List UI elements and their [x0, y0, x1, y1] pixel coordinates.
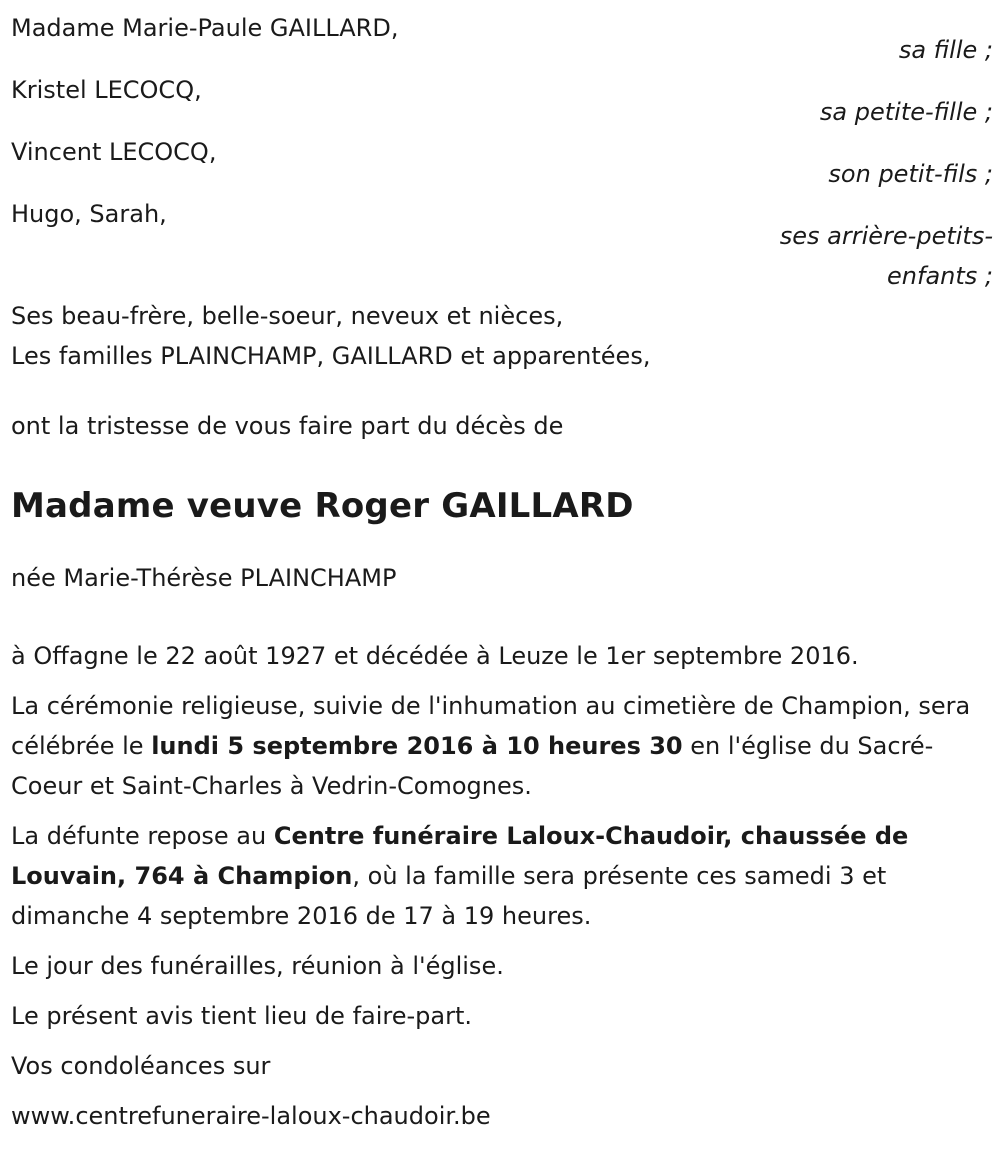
viewing-paragraph — [11, 816, 993, 936]
ceremony-text: La cérémonie religieuse, suivie de l'inhumation au cimetière de Champion, sera célébrée le — [11, 692, 971, 760]
ceremony-paragraph — [11, 686, 993, 806]
mourner-relation: sa fille ; — [898, 36, 993, 64]
mourner-relation: son petit-fils ; — [828, 160, 993, 188]
relatives-line: Les familles PLAINCHAMP, GAILLARD et apparentées, — [11, 342, 651, 370]
mourner-relation: sa petite-fille ; — [819, 98, 993, 126]
condolences-url: www.centrefuneraire-laloux-chaudoir.be — [11, 1102, 491, 1130]
announcement-text: ont la tristesse de vous faire part du décès de — [11, 412, 564, 440]
ceremony-date: lundi 5 septembre 2016 à 10 heures 30 — [151, 732, 683, 760]
condolences-label: Vos condoléances sur — [11, 1052, 271, 1080]
funeral-meeting-text: Le jour des funérailles, réunion à l'église. — [11, 952, 504, 980]
relatives-line: Ses beau-frère, belle-soeur, neveux et nièces, — [11, 302, 564, 330]
deceased-name: Madame veuve Roger GAILLARD — [11, 486, 634, 526]
viewing-hours: , où la famille sera présente ces samedi 3 et dimanche 4 septembre 2016 de 17 à 19 heures. — [11, 862, 887, 930]
mourner-name: Madame Marie-Paule GAILLARD, — [11, 14, 399, 42]
obituary-notice — [11, 8, 993, 1136]
mourner-entry — [11, 194, 993, 296]
maiden-name: née Marie-Thérèse PLAINCHAMP — [11, 564, 397, 592]
mourner-name: Hugo, Sarah, — [11, 200, 167, 228]
mourner-entry — [11, 70, 993, 132]
mourner-entry — [11, 8, 993, 70]
mourner-entry — [11, 132, 993, 194]
birth-death-text: à Offagne le 22 août 1927 et décédée à Leuze le 1er septembre 2016. — [11, 642, 859, 670]
mourner-name: Vincent LECOCQ, — [11, 138, 217, 166]
ceremony-location: en l'église du Sacré-Coeur et Saint-Charles à Vedrin-Comognes. — [11, 732, 934, 800]
notice-statement: Le présent avis tient lieu de faire-part. — [11, 1002, 473, 1030]
mourner-name: Kristel LECOCQ, — [11, 76, 202, 104]
funeral-home-address: Centre funéraire Laloux-Chaudoir, chaussée de Louvain, 764 à Champion — [11, 822, 909, 890]
mourner-relation: ses arrière-petits-enfants ; — [779, 222, 993, 290]
viewing-text: La défunte repose au — [11, 822, 274, 850]
